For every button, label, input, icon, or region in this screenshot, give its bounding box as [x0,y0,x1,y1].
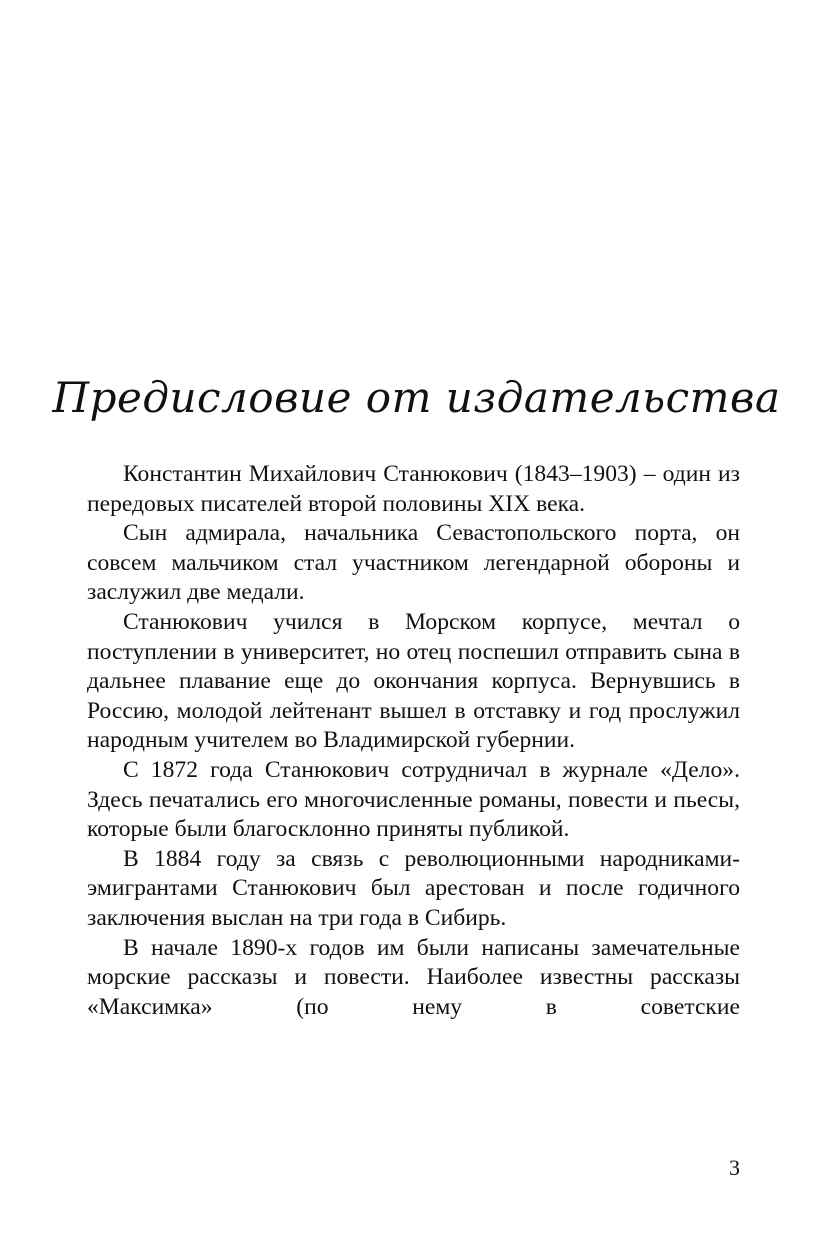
paragraph-5: В 1884 году за связь с революционными народниками-эмигрантами Станюкович был арестован и после годичного заключения выслан на три года в Сибирь. [87,845,740,931]
page-title: Предисловие от издательства [52,373,781,422]
paragraph-6: В начале 1890-х годов им были написаны замечательные морские рассказы и повести. Наиболее известны рассказы «Максимка» (по нему в советские [87,934,740,1020]
paragraph-1: Константин Михайлович Станюкович (1843–1903) – один из передовых писателей второй половины XIX века. [87,461,740,517]
paragraph-4: С 1872 года Станюкович сотрудничал в журнале «Дело». Здесь печатались его многочисленные романы, повести и пьесы, которые были благосклонно приняты публикой. [87,756,740,843]
paragraph-2: Сын адмирала, начальника Севастопольского порта, он совсем мальчиком стал участником легендарной обороны и заслужил две медали. [87,520,740,606]
body-text [87,460,740,1022]
page-number: 3 [729,1155,740,1180]
paragraph-3: Станюкович учился в Морском корпусе, мечтал о поступлении в университет, но отец поспешил отправить сына в дальнее плавание еще до окончания корпуса. Вернувшись в Россию, молодой лейтенант вышел в отставку и год прослужил народным учителем во Владимирской губернии. [87,608,740,754]
